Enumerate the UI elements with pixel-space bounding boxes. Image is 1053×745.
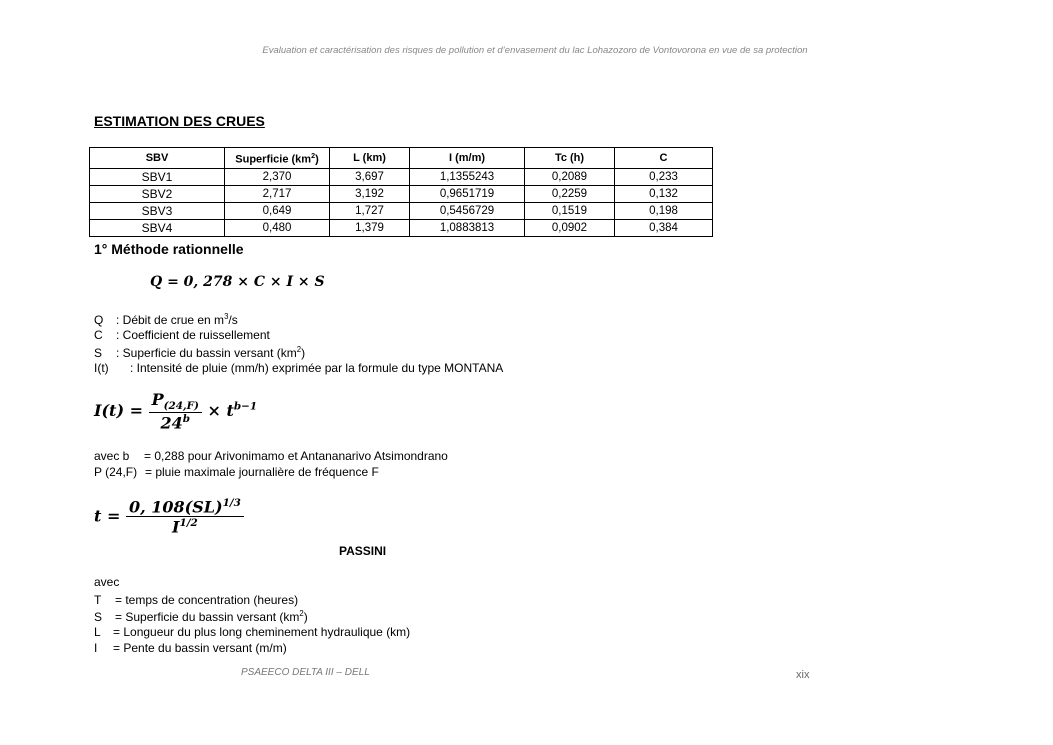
cell-i: 0,5456729 [410,202,525,219]
cell-tc: 0,2089 [525,168,615,185]
definition-text: = temps de concentration (heures) [115,593,299,607]
definition-p24f [94,465,379,479]
col-header-c: C [615,148,713,169]
table-row [90,168,713,185]
definition-s2 [94,609,308,624]
definition-symbol: I [94,641,98,655]
cell-superficie: 0,480 [225,219,330,236]
table-row [90,202,713,219]
table-row [90,219,713,236]
cell-c: 0,233 [615,168,713,185]
formula-rhs: × $t^{b-1}$ [207,400,258,420]
method-title: 1° Méthode rationnelle [94,241,244,257]
table-row [90,185,713,202]
formula-lhs: I(t) = [94,400,143,420]
avec-label: avec [94,575,120,589]
definition-s [94,345,305,360]
definition-text: : Débit de crue en $m^3/s$ [116,312,238,327]
fraction-numerator: 0, 108(SL)$^{1/3}$ [126,497,244,517]
cell-c: 0,198 [615,202,713,219]
cell-sbv: SBV3 [90,202,225,219]
cell-l: 3,192 [330,185,410,202]
fraction-denominator: $I^{1/2}$ [172,517,198,537]
col-header-l: L (km) [330,148,410,169]
definition-text: = Longueur du plus long cheminement hydraulique (km) [113,625,411,639]
formula-lhs: t = [94,506,121,526]
definition-text: = 0,288 pour Arivonimamo et Antananarivo Atsimondrano [144,449,448,463]
fraction-denominator: 24$^b$ [160,413,190,433]
definition-symbol: Q [94,313,104,327]
definition-text: = pluie maximale journalière de fréquence F [145,465,379,479]
definition-c [94,328,270,342]
cell-sbv: SBV4 [90,219,225,236]
cell-c: 0,132 [615,185,713,202]
definition-text: = Superficie du bassin versant $(km^2)$ [115,609,308,624]
definition-symbol: S [94,610,103,624]
definition-text: : Coefficient de ruissellement [116,328,270,342]
cell-i: 1,0883813 [410,219,525,236]
crues-table [89,147,713,237]
definition-q [94,312,238,327]
col-header-sbv: SBV [90,148,225,169]
definition-text: : Intensité de pluie (mm/h) exprimée par la formule du type MONTANA [130,361,504,375]
cell-superficie: 0,649 [225,202,330,219]
cell-tc: 0,1519 [525,202,615,219]
cell-l: 1,727 [330,202,410,219]
definition-symbol: C [94,328,103,342]
section-title: ESTIMATION DES CRUES [94,113,265,129]
definition-i [94,641,287,655]
definition-symbol: I(t) [94,361,109,375]
cell-i: 0,9651719 [410,185,525,202]
running-footer: PSAEECO DELTA III – DELL [241,667,370,678]
cell-superficie: 2,370 [225,168,330,185]
formula-fraction [149,390,202,433]
cell-tc: 0,2259 [525,185,615,202]
definition-text: = Pente du bassin versant (m/m) [113,641,287,655]
col-header-i: I (m/m) [410,148,525,169]
cell-sbv: SBV2 [90,185,225,202]
page-number: xix [796,669,810,681]
definition-symbol: P (24,F) [94,465,138,479]
definition-text: : Superficie du bassin versant $(km^2)$ [116,345,306,360]
cell-c: 0,384 [615,219,713,236]
formula-passini [94,497,244,537]
cell-sbv: SBV1 [90,168,225,185]
fraction-numerator: $P_{(24,F)}$ [149,390,202,413]
cell-i: 1,1355243 [410,168,525,185]
definition-b [94,449,448,463]
definition-it [94,361,503,375]
definition-symbol: S [94,346,103,360]
cell-superficie: 2,717 [225,185,330,202]
definition-symbol: L [94,625,101,639]
table-header-row [90,148,713,169]
cell-l: 1,379 [330,219,410,236]
formula-intensity [94,390,257,433]
definition-symbol: avec b [94,449,130,463]
definition-symbol: T [94,593,102,607]
running-header: Evaluation et caractérisation des risques de pollution et d’envasement du lac Lohazozoro de Vontovorona en vue de sa protection [262,45,808,56]
passini-label: PASSINI [339,544,387,558]
cell-l: 3,697 [330,168,410,185]
formula-q: Q = 0, 278 × C × I × S [150,274,325,290]
formula-fraction [126,497,244,537]
definition-t [94,593,298,607]
col-header-superficie: Superficie $(km^2)$ [225,148,330,169]
col-header-tc: Tc (h) [525,148,615,169]
cell-tc: 0,0902 [525,219,615,236]
definition-l [94,625,410,639]
